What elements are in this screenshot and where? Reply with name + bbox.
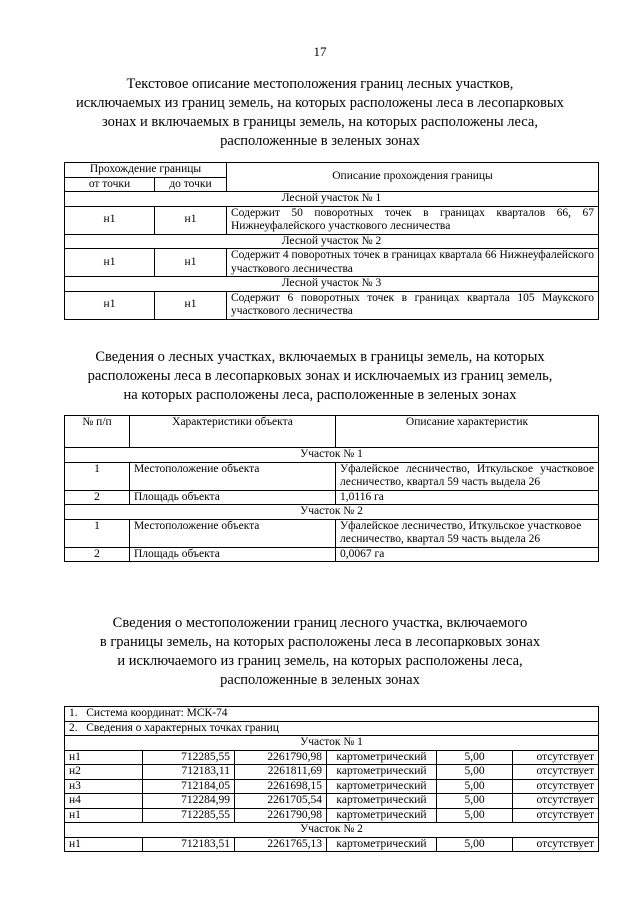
y-coordinate: 2261698,15 [235,779,327,794]
table-row [65,808,599,823]
boundary-mark: отсутствует [513,808,599,823]
method: картометрический [327,765,437,780]
plot-characteristics-table [64,415,599,562]
x-coordinate: 712285,55 [143,750,235,765]
section2-title-line: расположены леса в лесопарковых зонах и исключаемых из границ земель, [87,368,553,384]
point-id: н4 [65,794,143,809]
characteristic-value: Уфалейское лесничество, Иткульское участковое лесничество, квартал 59 часть выдела 26 [336,519,599,547]
boundary-description: Содержит 6 поворотных точек в границах квартала 105 Маукского участкового лесничества [227,291,599,319]
header-passage: Прохождение границы [65,163,227,178]
header-from-point: от точки [65,177,155,192]
characteristic-value: 1,0116 га [336,490,599,505]
section3-title-line: в границы земель, на которых расположены леса в лесопарковых зонах [99,634,541,650]
section2-title [40,348,600,405]
plot-title: Участок № 1 [65,736,599,751]
accuracy: 5,00 [437,808,513,823]
method: картометрический [327,794,437,809]
section1-title-line: исключаемых из границ земель, на которых расположены леса в лесопарковых [76,95,564,111]
table-row [65,765,599,780]
method: картометрический [327,808,437,823]
point-id: н1 [65,750,143,765]
point-id: н1 [65,837,143,852]
point-id: н2 [65,765,143,780]
plot-title: Участок № 2 [65,823,599,838]
table-row [65,837,599,852]
plot-title: Лесной участок № 1 [65,192,599,207]
method: картометрический [327,750,437,765]
from-point: н1 [65,291,155,319]
boundary-mark: отсутствует [513,765,599,780]
boundary-mark: отсутствует [513,794,599,809]
to-point: н1 [155,291,227,319]
x-coordinate: 712284,99 [143,794,235,809]
accuracy: 5,00 [437,794,513,809]
section1-title-line: Текстовое описание местоположения границ лесных участков, [126,76,514,92]
boundary-points-table [64,706,599,852]
boundary-mark: отсутствует [513,837,599,852]
coordinate-system-item: 1. Система координат: МСК-74 [65,707,599,722]
accuracy: 5,00 [437,779,513,794]
y-coordinate: 2261765,13 [235,837,327,852]
header-description: Описание характеристик [336,416,599,448]
characteristic-value: Уфалейское лесничество, Иткульское участковое лесничество, квартал 59 часть выдела 26 [336,462,599,490]
section2-title-line: на которых расположены леса, расположенные в зеленых зонах [123,387,517,403]
to-point: н1 [155,249,227,277]
row-number: 2 [65,490,130,505]
section3-title [40,614,600,690]
y-coordinate: 2261790,98 [235,750,327,765]
x-coordinate: 712285,55 [143,808,235,823]
x-coordinate: 712184,05 [143,779,235,794]
header-characteristics: Характеристики объекта [130,416,336,448]
table-row [65,794,599,809]
plot-title: Участок № 2 [65,505,599,520]
header-description: Описание прохождения границы [227,163,599,192]
boundary-description: Содержит 4 поворотных точек в границах квартала 66 Нижнеуфалейского участкового лесничества [227,249,599,277]
section3-title-line: расположенные в зеленых зонах [220,672,420,688]
row-number: 1 [65,519,130,547]
method: картометрический [327,837,437,852]
table-row [65,779,599,794]
boundary-description: Содержит 50 поворотных точек в границах кварталов 66, 67 Нижнеуфалейского участкового лесничества [227,206,599,234]
section1-title [40,75,600,151]
section2-title-line: Сведения о лесных участках, включаемых в границы земель, на которых [95,349,545,365]
from-point: н1 [65,206,155,234]
point-id: н1 [65,808,143,823]
accuracy: 5,00 [437,837,513,852]
from-point: н1 [65,249,155,277]
method: картометрический [327,779,437,794]
header-to-point: до точки [155,177,227,192]
y-coordinate: 2261705,54 [235,794,327,809]
boundary-mark: отсутствует [513,750,599,765]
row-number: 2 [65,547,130,562]
section1-title-line: расположенные в зеленых зонах [220,133,420,149]
page-number: 17 [313,44,327,59]
x-coordinate: 712183,11 [143,765,235,780]
characteristic-name: Площадь объекта [130,547,336,562]
boundary-description-table [64,162,599,320]
plot-title: Лесной участок № 3 [65,277,599,292]
y-coordinate: 2261790,98 [235,808,327,823]
characteristic-value: 0,0067 га [336,547,599,562]
boundary-points-item: 2. Сведения о характерных точках границ [65,721,599,736]
plot-title: Участок № 1 [65,448,599,463]
x-coordinate: 712183,51 [143,837,235,852]
to-point: н1 [155,206,227,234]
header-number: № п/п [65,416,130,448]
plot-title: Лесной участок № 2 [65,234,599,249]
characteristic-name: Местоположение объекта [130,462,336,490]
section3-title-line: и исключаемого из границ земель, на которых расположены леса, [117,653,523,669]
section3-title-line: Сведения о местоположении границ лесного участка, включаемого [112,615,528,631]
accuracy: 5,00 [437,750,513,765]
characteristic-name: Площадь объекта [130,490,336,505]
characteristic-name: Местоположение объекта [130,519,336,547]
point-id: н3 [65,779,143,794]
boundary-mark: отсутствует [513,779,599,794]
row-number: 1 [65,462,130,490]
table-row [65,750,599,765]
y-coordinate: 2261811,69 [235,765,327,780]
section1-title-line: зонах и включаемых в границы земель, на которых расположены леса, [102,114,538,130]
accuracy: 5,00 [437,765,513,780]
